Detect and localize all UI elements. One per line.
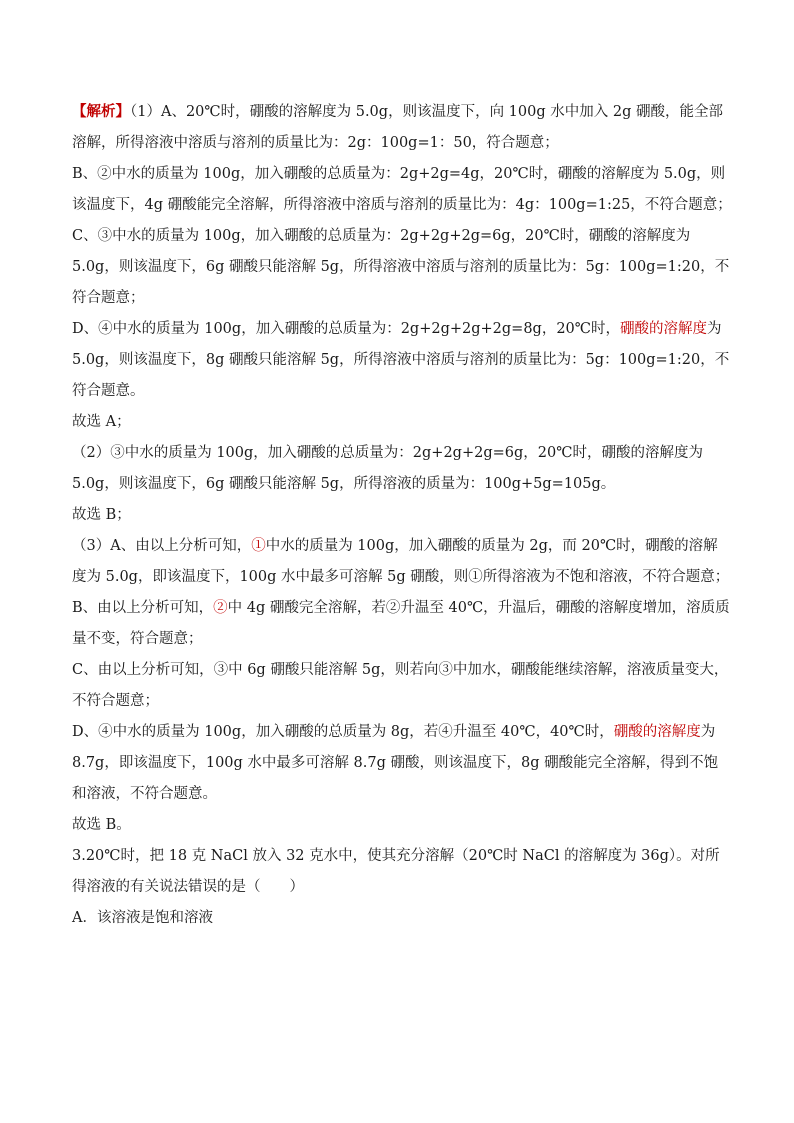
analysis-paragraph [72,221,732,314]
highlighted-text: ② [213,600,228,616]
analysis-paragraph [72,159,732,221]
analysis-paragraph [72,500,732,531]
text-run: C、由以上分析可知，③中 6g 硼酸只能溶解 5g，则若向③中加水，硼酸能继续溶解，溶液质量变大，不符合题意； [72,662,729,709]
analysis-paragraph [72,314,732,407]
text-run: （2）③中水的质量为 100g，加入硼酸的总质量为：2g+2g+2g=6g，20℃时，硼酸的溶解度为 5.0g，则该温度下，6g 硼酸只能溶解 5g，所得溶液的质量为：100g+5g=105g。 [72,445,703,492]
text-run: 中 4g 硼酸完全溶解，若②升温至 40℃，升温后，硼酸的溶解度增加，溶质质量不变，符合题意； [72,600,730,647]
highlighted-text: 硼酸的溶解度 [620,321,707,337]
highlighted-text: ① [251,538,266,554]
text-run: 故选 A； [72,414,131,430]
analysis-paragraph [72,407,732,438]
text-run: 为 5.0g，则该温度下，8g 硼酸只能溶解 5g，所得溶液中溶质与溶剂的质量比为：5g：100g=1:20，不符合题意。 [72,321,730,399]
analysis-paragraphs [72,96,732,841]
text-run: B、②中水的质量为 100g，加入硼酸的总质量为：2g+2g=4g，20℃时，硼酸的溶解度为 5.0g，则该温度下，4g 硼酸能完全溶解，所得溶液中溶质与溶剂的质量比为：4g：100g=1:25，不符合题意； [72,166,732,213]
text-run: B、由以上分析可知， [72,600,214,616]
analysis-paragraph [72,96,732,159]
analysis-paragraph [72,655,732,717]
analysis-content [72,96,732,934]
text-run: 故选 B； [72,507,131,523]
analysis-paragraph [72,531,732,593]
text-run: （3）A、由以上分析可知， [72,538,252,554]
text-run: 故选 B。 [72,817,131,833]
text-run: 为 8.7g，即该温度下，100g 水中最多可溶解 8.7g 硼酸，则该温度下，8g 硼酸能完全溶解，得到不饱和溶液，不符合题意。 [72,724,719,802]
question-3-stem: 3.20℃时，把 18 克 NaCl 放入 32 克水中，使其充分溶解（20℃时 NaCl 的溶解度为 36g）。对所得溶液的有关说法错误的是（ ） [72,848,720,895]
analysis-paragraph [72,810,732,841]
text-run: C、③中水的质量为 100g，加入硼酸的总质量为：2g+2g+2g=6g，20℃时，硼酸的溶解度为 5.0g，则该温度下，6g 硼酸只能溶解 5g，所得溶液中溶质与溶剂的质量比为：5g：100g=1:20，不符合题意； [72,228,730,306]
question-3-option-a: A．该溶液是饱和溶液 [72,910,213,926]
analysis-paragraph [72,438,732,500]
text-run: （1）A、20℃时，硼酸的溶解度为 5.0g，则该温度下，向 100g 水中加入 2g 硼酸，能全部溶解，所得溶液中溶质与溶剂的质量比为：2g：100g=1：50，符合题意； [72,104,723,151]
analysis-paragraph [72,717,732,810]
text-run: D、④中水的质量为 100g，加入硼酸的总质量为：2g+2g+2g+2g=8g，20℃时， [72,321,620,337]
text-run: D、④中水的质量为 100g，加入硼酸的总质量为 8g，若④升温至 40℃，40℃时， [72,724,614,740]
analysis-label: 【解析】 [72,103,130,120]
highlighted-text: 硼酸的溶解度 [613,724,701,740]
text-run: 中水的质量为 100g，加入硼酸的质量为 2g，而 20℃时，硼酸的溶解度为 5.0g，即该温度下，100g 水中最多可溶解 5g 硼酸，则①所得溶液为不饱和溶液，不符合题意； [72,538,730,585]
analysis-paragraph [72,593,732,655]
